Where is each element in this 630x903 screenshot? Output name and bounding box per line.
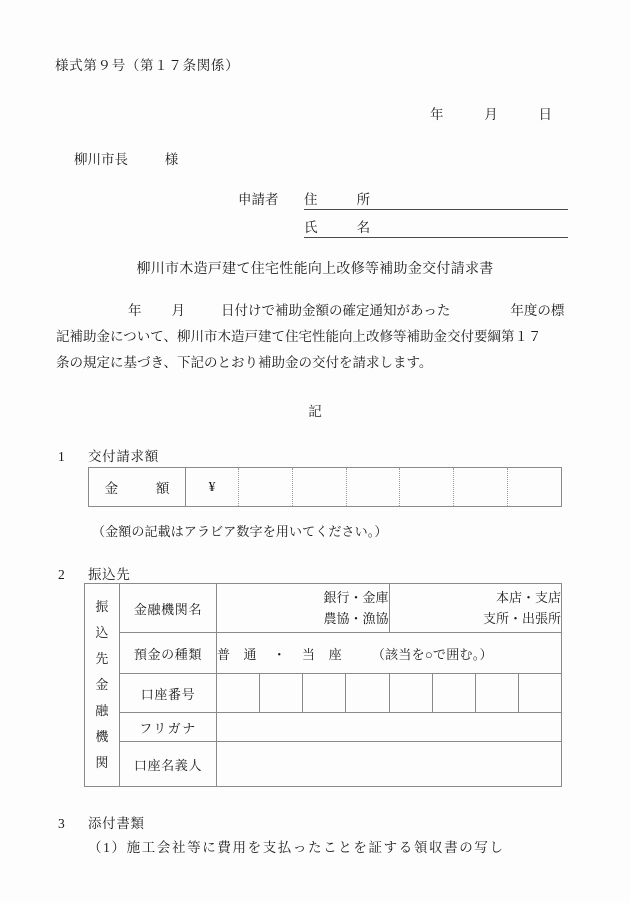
- applicant-name-field[interactable]: [304, 216, 568, 238]
- vertical-label-char: 関: [95, 755, 109, 770]
- body-line3: 条の規定に基づき、下記のとおり補助金の交付を請求します。: [56, 355, 433, 370]
- institution-name-label: 金融機関名: [120, 584, 217, 633]
- account-number-digit-cell[interactable]: [389, 674, 432, 713]
- deposit-separator: ・: [272, 646, 287, 662]
- institution-branch-line1: 本店・支店: [495, 590, 561, 605]
- bank-transfer-table: [84, 583, 562, 787]
- amount-currency-cell: ¥: [186, 468, 239, 507]
- date-line: [430, 103, 552, 123]
- vertical-label-char: 振: [95, 599, 109, 614]
- body-notice-text: 日付けで補助金額の確定通知があった: [221, 303, 451, 318]
- applicant-name-value[interactable]: [385, 221, 568, 236]
- amount-note: （金額の記載はアラビア数字を用いてください。）: [92, 524, 388, 539]
- section-1-label: 交付請求額: [88, 449, 159, 464]
- section-2-number: 2: [58, 567, 66, 582]
- applicant-address-label: 住 所: [304, 192, 383, 207]
- applicant-name-label: 氏 名: [304, 220, 383, 235]
- date-day: 日: [538, 107, 552, 122]
- institution-branch-value[interactable]: [389, 584, 562, 633]
- bank-vertical-label: [85, 584, 120, 787]
- body-fiscal-year: 年度の標: [510, 303, 565, 318]
- table-row: [85, 742, 562, 787]
- body-paragraph: [56, 298, 578, 376]
- amount-digit-cell[interactable]: [292, 468, 346, 507]
- applicant-address-row: [238, 188, 568, 210]
- addressee-honorific: 様: [164, 152, 179, 167]
- deposit-type-label: 預金の種類: [120, 633, 217, 674]
- section-3-number: 3: [58, 816, 66, 831]
- furigana-label-text: フリガナ: [139, 720, 197, 736]
- deposit-instruction: （該当を○で囲む。）: [371, 646, 493, 662]
- vertical-label-char: 先: [95, 651, 109, 666]
- section-2-label: 振込先: [88, 567, 131, 582]
- deposit-type-value[interactable]: [217, 633, 562, 674]
- account-number-label: 口座番号: [120, 674, 217, 713]
- date-year: 年: [430, 107, 444, 122]
- institution-type-line2: 農協・漁協: [323, 611, 389, 626]
- vertical-label-char: 込: [95, 625, 109, 640]
- applicant-label: 申請者: [238, 192, 279, 207]
- section-heading-transfer: [58, 563, 131, 583]
- section-heading-attachments: [58, 812, 145, 832]
- amount-table: [88, 467, 562, 507]
- deposit-option-futsuu[interactable]: 普 通: [217, 646, 257, 662]
- amount-label-cell: 金 額: [89, 468, 186, 507]
- amount-digit-cell[interactable]: [346, 468, 400, 507]
- body-line2: 記補助金について、柳川市木造戸建て住宅性能向上改修等補助金交付要綱第１７: [56, 329, 542, 344]
- account-number-digit-cell[interactable]: [346, 674, 389, 713]
- vertical-label-char: 金: [95, 677, 109, 692]
- amount-digit-cell[interactable]: [239, 468, 293, 507]
- section-1-number: 1: [58, 449, 66, 464]
- account-holder-label: 口座名義人: [120, 742, 217, 787]
- applicant-name-row: [238, 216, 568, 238]
- institution-name-value[interactable]: [217, 584, 390, 633]
- applicant-address-value[interactable]: [385, 193, 568, 208]
- section-3-label: 添付書類: [88, 816, 145, 831]
- vertical-label-char: 融: [95, 703, 109, 718]
- account-number-digit-cell[interactable]: [432, 674, 475, 713]
- applicant-address-field[interactable]: [304, 188, 568, 210]
- table-row: [85, 584, 562, 633]
- amount-digit-cell[interactable]: [400, 468, 454, 507]
- addressee: [74, 148, 178, 168]
- ki-mark: 記: [308, 404, 322, 419]
- body-year: 年: [128, 303, 142, 318]
- addressee-recipient: 柳川市長: [74, 152, 128, 167]
- section-heading-amount: [58, 445, 159, 465]
- table-row: [85, 633, 562, 674]
- form-number: 様式第９号（第１７条関係）: [55, 58, 240, 73]
- institution-type-line1: 銀行・金庫: [323, 590, 389, 605]
- date-month: 月: [484, 107, 498, 122]
- deposit-option-touza[interactable]: 当 座: [302, 646, 342, 662]
- furigana-label: [120, 713, 217, 742]
- furigana-value[interactable]: [217, 713, 562, 742]
- table-row: [89, 468, 562, 507]
- institution-branch-line2: 支所・出張所: [482, 611, 561, 626]
- account-number-digit-cell[interactable]: [475, 674, 518, 713]
- attachment-list: [88, 836, 505, 856]
- table-row: [85, 674, 562, 713]
- list-item: （1）施工会社等に費用を支払ったことを証する領収書の写し: [88, 840, 505, 855]
- account-number-digit-cell[interactable]: [518, 674, 561, 713]
- vertical-label-char: 機: [95, 729, 109, 744]
- account-number-digit-cell[interactable]: [260, 674, 303, 713]
- document-title: 柳川市木造戸建て住宅性能向上改修等補助金交付請求書: [136, 262, 494, 277]
- amount-digit-cell[interactable]: [508, 468, 562, 507]
- table-row: [85, 713, 562, 742]
- amount-digit-cell[interactable]: [454, 468, 508, 507]
- account-holder-value[interactable]: [217, 742, 562, 787]
- account-number-digit-cell[interactable]: [217, 674, 260, 713]
- body-month: 月: [171, 303, 185, 318]
- applicant-block: [238, 188, 568, 244]
- account-number-digit-cell[interactable]: [303, 674, 346, 713]
